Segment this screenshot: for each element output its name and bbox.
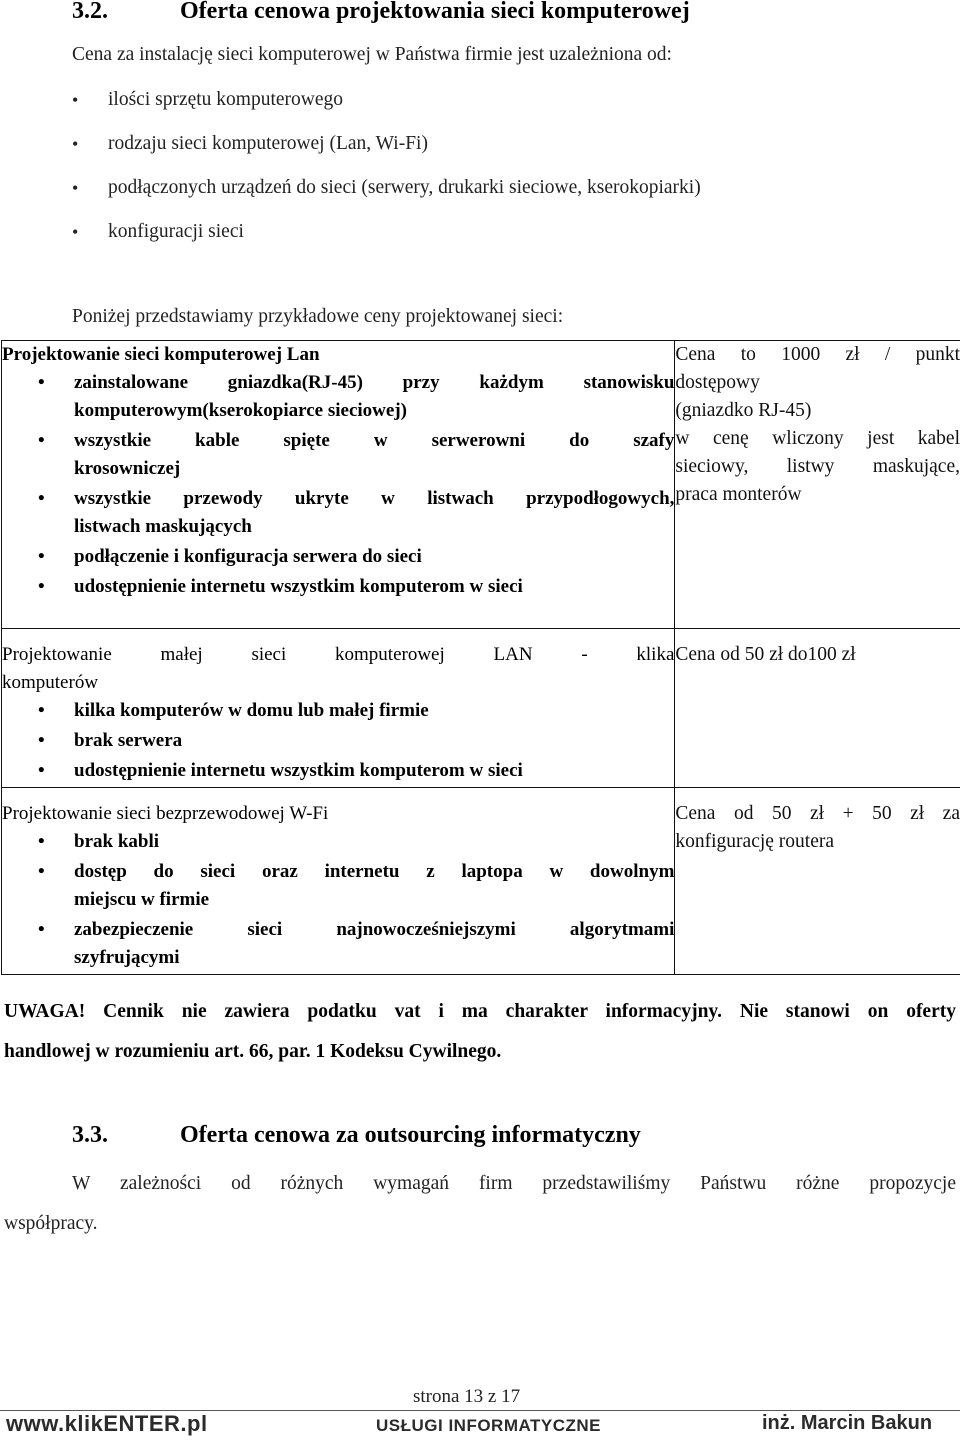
price-line: w cenę wliczony jest kabel [675,428,960,449]
section-heading-3-2 [72,0,690,25]
list-item: • kilka komputerów w domu lub małej firmie [2,697,674,725]
table-row [2,341,960,629]
intro-text: Cena za instalację sieci komputerowej w Państwa firmie jest uzależniona od: [72,44,672,65]
outsourcing-paragraph: W zależności od różnych wymagań firm przedstawiliśmy Państwu różne propozycje współpracy. [4,1173,956,1234]
footer-website: www.klikENTER.pl [6,1411,208,1436]
price-line: Cena od 50 zł + 50 zł za [675,803,960,824]
section-number: 3.3. [72,1122,108,1148]
footer-author: inż. Marcin Bakun [762,1412,933,1434]
price-line: praca monterów [675,484,802,505]
offer-features [2,697,674,785]
list-item: • konfiguracji sieci [72,220,701,264]
list-item: • ilości sprzętu komputerowego [72,88,701,132]
offer-price [675,788,960,975]
list-item: • wszystkie przewody ukryte w listwach przypodłogowych, listwach maskujących [2,485,674,541]
price-line: konfigurację routera [675,831,835,852]
list-item: • wszystkie kable spięte w serwerowni do szafy krosowniczej [2,427,674,483]
footer-slogan: USŁUGI INFORMATYCZNE [376,1416,602,1435]
list-item: • udostępnienie internetu wszystkim komputerom w sieci [2,757,674,785]
examples-intro: Poniżej przedstawiamy przykładowe ceny projektowanej sieci: [72,306,564,327]
list-item: • zainstalowane gniazdka(RJ-45) przy każdym stanowisku komputerowym(kserokopiarce sieciowej) [2,369,674,425]
list-item: • udostępnienie internetu wszystkim komputerom w sieci [2,573,674,601]
section-number: 3.2. [72,0,108,24]
offer-description [2,788,675,975]
offer-features [2,369,674,601]
section-title: Oferta cenowa za outsourcing informatyczny [180,1122,641,1148]
price-line: Cena to 1000 zł / punkt [675,344,960,365]
list-item: • podłączonych urządzeń do sieci (serwery, drukarki sieciowe, kserokopiarki) [72,176,701,220]
section-heading-3-3 [72,1122,641,1149]
price-line: dostępowy [675,372,760,393]
offer-title: Projektowanie sieci komputerowej Lan [2,344,320,365]
offer-price [675,341,960,629]
section-title: Oferta cenowa projektowania sieci komputerowej [180,0,690,24]
offer-description [2,341,675,629]
offer-price [675,629,960,788]
table-row [2,788,960,975]
offer-features [2,828,674,972]
price-table [1,340,960,975]
list-item: • rodzaju sieci komputerowej (Lan, Wi-Fi) [72,132,701,176]
offer-title: Projektowanie sieci bezprzewodowej W-Fi [2,803,329,824]
factors-list [72,88,701,264]
list-item: • zabezpieczenie sieci najnowocześniejszymi algorytmami szyfrującymi [2,916,674,972]
price-line: Cena od 50 zł do100 zł [675,644,856,665]
list-item: • dostęp do sieci oraz internetu z laptopa w dowolnym miejscu w firmie [2,858,674,914]
offer-title: Projektowanie małej sieci komputerowej LAN - klika komputerów [2,644,675,693]
price-line: (gniazdko RJ-45) [675,400,812,421]
offer-description [2,629,675,788]
price-note: UWAGA! Cennik nie zawiera podatku vat i ma charakter informacyjny. Nie stanowi on oferty handlowej w rozumieniu art. 66, par. 1 Kodeksu Cywilnego. [4,1001,956,1062]
list-item: • brak kabli [2,828,674,856]
list-item: • brak serwera [2,727,674,755]
table-row [2,629,960,788]
page-number: strona 13 z 17 [413,1386,521,1407]
list-item: • podłączenie i konfiguracja serwera do sieci [2,543,674,571]
price-line: sieciowy, listwy maskujące, [675,456,960,477]
